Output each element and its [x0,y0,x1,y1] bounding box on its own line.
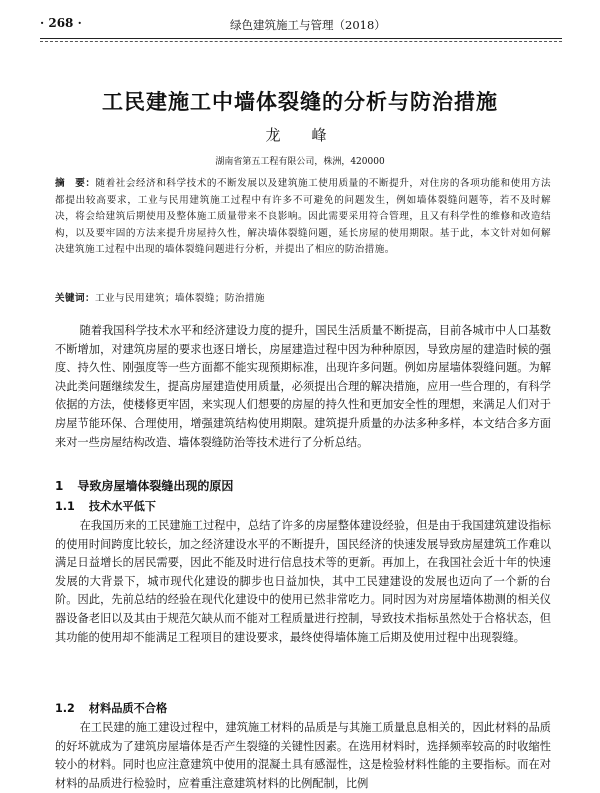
keywords-label: 关键词： [55,293,95,304]
subsection-title: 技术水平低下 [88,500,156,513]
page-number: · 268 · [40,16,82,30]
header-rule [40,38,562,39]
intro-paragraph: 随着我国科学技术水平和经济建设力度的提升，国民生活质量不断提高，目前各城市中人口基数不断增加，对建筑房屋的要求也逐日增长，房屋建造过程中因为种种原因，导致房屋的建造时候的强度、持久性、刚强度等一些方面都不能实现预期标准，出现许多问题。例如房屋墙体裂缝问题。为解决此类问题继续发生，提高房屋建造使用质量，必须提出合理的解决措施，应用一些合理的，有科学依据的方法，使楼修更牢固，来实现人们想要的房屋的持久性和更加安全性的理想，来满足人们对于房屋节能环保、合理使用，增强建筑结构使用期限。建筑提升质量的办法多种多样，本文结合多方面来对一些房屋结构改造、墙体裂缝防治等技术进行了分析总结。 [55,324,551,449]
author-affiliation: 湖南省第五工程有限公司，株洲，420000 [215,157,385,167]
abstract-label: 摘 要： [55,178,96,189]
keywords [55,291,551,307]
subsection-title: 材料品质不合格 [88,702,168,715]
subsection-1-1-paragraph: 在我国历来的工民建施工过程中，总结了许多的房屋整体建设经验，但是由于我国建筑建设指标的使用时间跨度比较长，加之经济建设水平的不断提升，国民经济的快速发展导致房屋建筑工作难以满足日益增长的居民需要，因此不能及时进行信息技术等的更新。再加上，在我国社会近十年的快速发展的大背景下，城市现代化建设的脚步也日益加快，其中工民建建设的发展也迈向了一个新的台阶。因此，先前总结的经验在现代化建设中的使用已然非常吃力。同时因为对房屋墙体勘测的相关仪器设备老旧以及其由于规范欠缺从而不能对工程质量进行控制，导致技术指标虽然处于合格状态，但其功能的使用却不能满足工程项目的建设要求，最终使得墙体施工后期及使用过程中出现裂缝。 [55,519,551,644]
subsection-number: 1.2 [55,702,75,715]
article-author: 龙 峰 [265,126,335,144]
article-title: 工民建施工中墙体裂缝的分析与防治措施 [102,90,498,114]
header-rule-secondary [40,41,562,42]
journal-title: 绿色建筑施工与管理（2018） [230,18,386,32]
section-title: 导致房屋墙体裂缝出现的原因 [77,479,234,493]
subsection-number: 1.1 [55,500,75,513]
section-number: 1 [55,479,64,493]
subsection-heading-1-1 [55,498,156,514]
subsection-1-2-paragraph: 在工民建的施工建设过程中，建筑施工材料的品质是与其施工质量息息相关的，因此材料的品质的好坏就成为了建筑房屋墙体是否产生裂缝的关键性因素。在选用材料时，选择频率较高的时收缩性较小的材料。同时也应注意建筑中使用的混凝土具有感湿性，这是检验材料性能的主要指标。而在对材料的品质进行检验时，应着重注意建筑材料的比例配制，比例 [55,721,551,790]
abstract-text: 随着社会经济和科学技术的不断发展以及建筑施工使用质量的不断提升，对住房的各项功能和使用方法都提出较高要求，工业与民用建筑施工过程中有许多不可避免的问题发生，例如墙体裂缝问题等，若不及时解决，将会给建筑后期使用及整体施工质量带来不良影响。因此需要采用符合管理，且又有科学性的维修和改造结构，以及要牢固的方法来提升房屋持久性，解决墙体裂缝问题，延长房屋的使用期限。基于此，本文针对如何解决建筑施工过程中出现的墙体裂缝问题进行分析，并提出了相应的防治措施。 [55,178,551,256]
keywords-text: 工业与民用建筑；墙体裂缝；防治措施 [94,293,265,304]
section-heading-1 [55,477,233,494]
abstract [55,176,551,259]
running-header [40,16,562,36]
subsection-heading-1-2 [55,700,167,716]
